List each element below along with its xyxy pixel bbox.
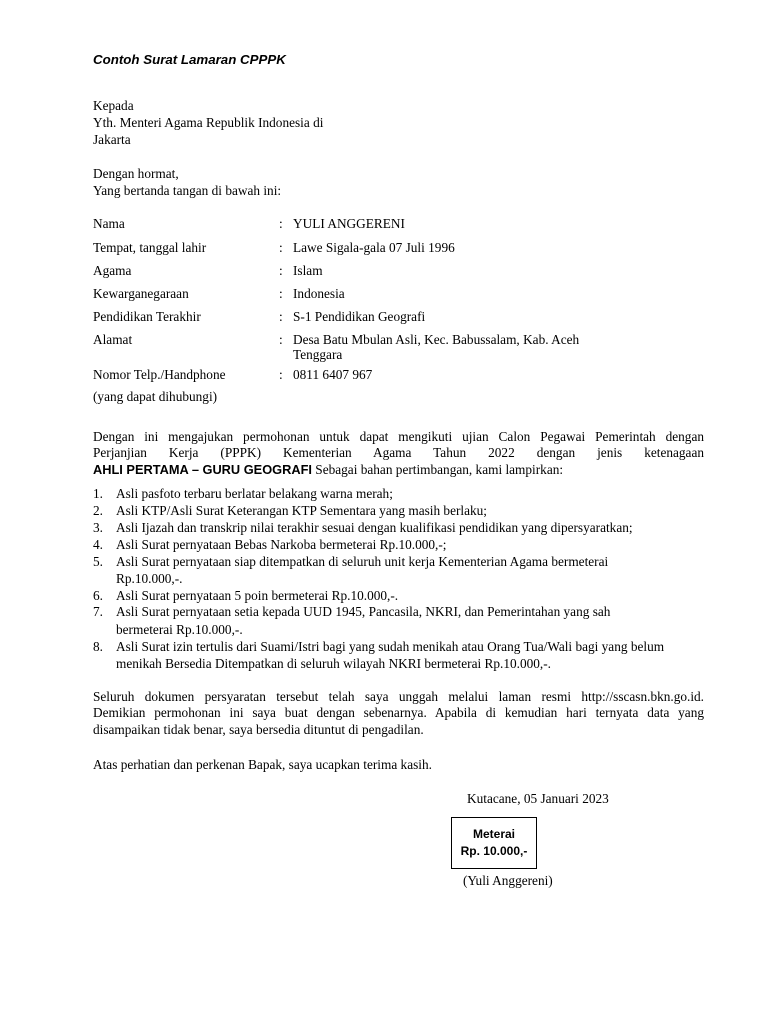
stamp-amount: Rp. 10.000,- bbox=[460, 844, 528, 858]
closing-paragraph bbox=[93, 689, 704, 738]
application-line-1: Dengan ini mengajukan permohonan untuk dapat mengikuti ujian Calon Pegawai Pemerintah dengan bbox=[93, 429, 704, 444]
list-number: 1. bbox=[93, 486, 103, 501]
list-number: 8. bbox=[93, 639, 103, 654]
field-label-address: Alamat bbox=[93, 332, 133, 347]
list-number: 4. bbox=[93, 537, 103, 552]
closing-line-3: disampaikan tidak benar, saya bersedia dituntut di pengadilan. bbox=[93, 721, 424, 737]
application-line-2: Perjanjian Kerja (PPPK) Kementerian Agama Tahun 2022 dengan jenis ketenagaan bbox=[93, 445, 704, 461]
application-paragraph bbox=[93, 429, 704, 478]
list-item: Asli pasfoto terbaru berlatar belakang warna merah; bbox=[116, 486, 393, 501]
field-value-address: Desa Batu Mbulan Asli, Kec. Babussalam, Kab. Aceh bbox=[293, 332, 580, 347]
stamp-label: Meterai bbox=[472, 827, 516, 841]
list-item: Asli Surat pernyataan 5 poin bermeterai Rp.10.000,-. bbox=[116, 588, 399, 603]
field-label-phone-note: (yang dapat dihubungi) bbox=[93, 389, 218, 404]
list-number: 7. bbox=[93, 604, 103, 619]
list-item-cont: Rp.10.000,-. bbox=[116, 571, 183, 586]
list-number: 6. bbox=[93, 588, 103, 603]
field-value-birth: Lawe Sigala-gala 07 Juli 1996 bbox=[293, 240, 455, 255]
signer-name: (Yuli Anggereni) bbox=[463, 873, 553, 888]
field-colon: : bbox=[279, 309, 283, 324]
field-value-citizenship: Indonesia bbox=[293, 286, 345, 301]
field-value-education: S-1 Pendidikan Geografi bbox=[293, 309, 426, 324]
list-item-cont: menikah Bersedia Ditempatkan di seluruh wilayah NKRI bermeterai Rp.10.000,-. bbox=[116, 656, 551, 671]
field-value-name: YULI ANGGERENI bbox=[293, 216, 405, 231]
field-colon: : bbox=[279, 332, 283, 347]
field-value-phone: 0811 6407 967 bbox=[293, 367, 373, 382]
list-item: Asli KTP/Asli Surat Keterangan KTP Sementara yang masih berlaku; bbox=[116, 503, 488, 518]
field-value-religion: Islam bbox=[293, 263, 323, 278]
greeting: Dengan hormat, bbox=[93, 166, 179, 181]
field-colon: : bbox=[279, 216, 283, 231]
field-value-address-cont: Tenggara bbox=[293, 347, 343, 362]
application-line-3: AHLI PERTAMA – GURU GEOGRAFI Sebagai bahan pertimbangan, kami lampirkan: bbox=[93, 461, 564, 477]
field-label-name: Nama bbox=[93, 216, 125, 231]
list-item-cont: bermeterai Rp.10.000,-. bbox=[116, 622, 243, 637]
revenue-stamp-box bbox=[451, 817, 537, 869]
field-label-religion: Agama bbox=[93, 263, 132, 278]
recipient-line-3: Jakarta bbox=[93, 132, 131, 147]
recipient-line-1: Kepada bbox=[93, 98, 134, 113]
field-colon: : bbox=[279, 240, 283, 255]
field-label-citizenship: Kewarganegaraan bbox=[93, 286, 189, 301]
field-colon: : bbox=[279, 286, 283, 301]
list-item: Asli Ijazah dan transkrip nilai terakhir sesuai dengan kualifikasi pendidikan yang dipersyaratkan; bbox=[116, 520, 633, 535]
field-label-phone: Nomor Telp./Handphone bbox=[93, 367, 226, 382]
letter-title: Contoh Surat Lamaran CPPPK bbox=[93, 52, 286, 67]
closing-line-1: Seluruh dokumen persyaratan tersebut telah saya unggah melalui laman resmi http://sscasn.bkn.go.id. bbox=[93, 689, 704, 704]
intro-text: Yang bertanda tangan di bawah ini: bbox=[93, 183, 282, 198]
thanks-text: Atas perhatian dan perkenan Bapak, saya ucapkan terima kasih. bbox=[93, 757, 432, 772]
field-colon: : bbox=[279, 263, 283, 278]
closing-line-2: Demikian permohonan ini saya buat dengan sebenarnya. Apabila di kemudian hari ternyata data yang bbox=[93, 705, 704, 721]
field-label-education: Pendidikan Terakhir bbox=[93, 309, 201, 324]
list-item: Asli Surat pernyataan siap ditempatkan di seluruh unit kerja Kementerian Agama bermeterai bbox=[116, 554, 609, 569]
list-item: Asli Surat pernyataan Bebas Narkoba bermeterai Rp.10.000,-; bbox=[116, 537, 447, 552]
recipient-line-2: Yth. Menteri Agama Republik Indonesia di bbox=[93, 115, 324, 130]
list-item: Asli Surat pernyataan setia kepada UUD 1945, Pancasila, NKRI, dan Pemerintahan yang sah bbox=[116, 604, 611, 619]
list-number: 2. bbox=[93, 503, 103, 518]
field-label-birth: Tempat, tanggal lahir bbox=[93, 240, 207, 255]
place-date: Kutacane, 05 Januari 2023 bbox=[467, 791, 609, 806]
position-title: AHLI PERTAMA – GURU GEOGRAFI bbox=[93, 461, 312, 477]
list-item: Asli Surat izin tertulis dari Suami/Istri bagi yang sudah menikah atau Orang Tua/Wali bagi yang belum bbox=[116, 639, 665, 654]
list-number: 3. bbox=[93, 520, 103, 535]
list-number: 5. bbox=[93, 554, 103, 569]
field-colon: : bbox=[279, 367, 283, 382]
